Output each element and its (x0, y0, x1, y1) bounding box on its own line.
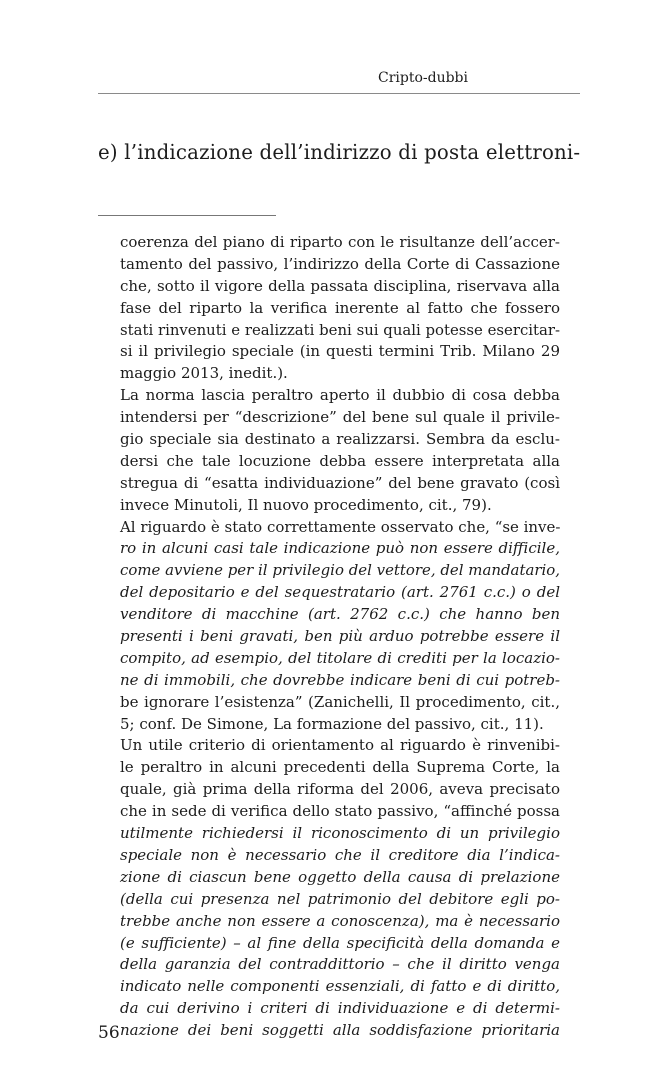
footnote-line: venditore di macchine (art. 2762 c.c.) che hanno ben (120, 605, 560, 624)
page-number: 56 (98, 1023, 120, 1043)
footnote-line: stati rinvenuti e realizzati beni sui quali potesse esercitar- (120, 320, 561, 339)
footnote-line: fase del riparto la verifica inerente al fatto che fossero (120, 298, 560, 317)
footnote-line: da cui derivino i criteri di individuazione e di determi- (120, 999, 560, 1018)
footnote-line: tamento del passivo, l’indirizzo della Corte di Cassazione (120, 254, 560, 273)
footnote-line: coerenza del piano di riparto con le risultanze dell’accer- (120, 233, 560, 251)
footnote-line: Al riguardo è stato correttamente osservato che, “se inve- (120, 517, 561, 536)
footnote-line: indicato nelle componenti essenziali, di fatto e di diritto, (120, 977, 560, 996)
footnote-line: dersi che tale locuzione debba essere interpretata alla (120, 451, 560, 470)
footnote-line: (della cui presenza nel patrimonio del debitore egli po- (120, 889, 560, 908)
footnote-line: le peraltro in alcuni precedenti della Suprema Corte, la (120, 758, 560, 777)
footnote-separator (98, 215, 276, 216)
footnote-line: be ignorare l’esistenza” (Zanichelli, Il procedimento, cit., (120, 692, 560, 711)
footnote-line: presenti i beni gravati, ben più arduo potrebbe essere il (120, 627, 560, 646)
footnote-line: gio speciale sia destinato a realizzarsi. Sembra da esclu- (120, 430, 560, 449)
footnote-line: utilmente richiedersi il riconoscimento di un privilegio (120, 824, 560, 843)
footnote-line: (e sufficiente) – al fine della specificità della domanda e (120, 933, 560, 952)
running-head: Cripto-dubbi (377, 70, 468, 86)
footnote-line: 5; conf. De Simone, La formazione del passivo, cit., 11). (120, 714, 544, 733)
footnote-line: intendersi per “descrizione” del bene sul quale il privile- (120, 408, 560, 427)
footnote-line: compito, ad esempio, del titolare di crediti per la locazio- (120, 648, 560, 667)
footnote-line: trebbe anche non essere a conoscenza), ma è necessario (120, 911, 560, 930)
footnote-line: della garanzia del contraddittorio – che il diritto venga (120, 955, 560, 974)
footnote-line: che, sotto il vigore della passata disciplina, riservava alla (120, 276, 560, 295)
footnote-line: come avviene per il privilegio del vettore, del mandatario, (120, 561, 561, 580)
footnote-line: speciale non è necessario che il creditore dia l’indica- (120, 845, 560, 864)
footnote-line: si il privilegio speciale (in questi termini Trib. Milano 29 (120, 342, 560, 361)
footnote-line: maggio 2013, inedit.). (120, 364, 288, 383)
footnote-line: La norma lascia peraltro aperto il dubbio di cosa debba (120, 386, 560, 405)
footnote-line: zione di ciascun bene oggetto della causa di prelazione (120, 867, 560, 886)
footnote-line: che in sede di verifica dello stato passivo, “affinché possa (120, 802, 560, 821)
footnote-line: Un utile criterio di orientamento al riguardo è rinvenibi- (120, 736, 560, 755)
footnote-line: invece Minutoli, Il nuovo procedimento, cit., 79). (120, 495, 492, 514)
footnote-line: del depositario e del sequestratario (art. 2761 c.c.) o del (120, 583, 560, 602)
footnote-line: quale, già prima della riforma del 2006, aveva precisato (120, 780, 560, 799)
header-rule (98, 93, 580, 94)
body-text-line: e) l’indicazione dell’indirizzo di posta elettroni- (98, 140, 581, 164)
footnote-line: ne di immobili, che dovrebbe indicare beni di cui potreb- (120, 670, 560, 689)
footnote-block (120, 232, 560, 1042)
footnote-line: ro in alcuni casi tale indicazione può non essere difficile, (120, 539, 560, 558)
footnote-line: stregua di “esatta individuazione” del bene gravato (così (120, 473, 560, 492)
footnote-line: nazione dei beni soggetti alla soddisfazione prioritaria (120, 1021, 560, 1040)
